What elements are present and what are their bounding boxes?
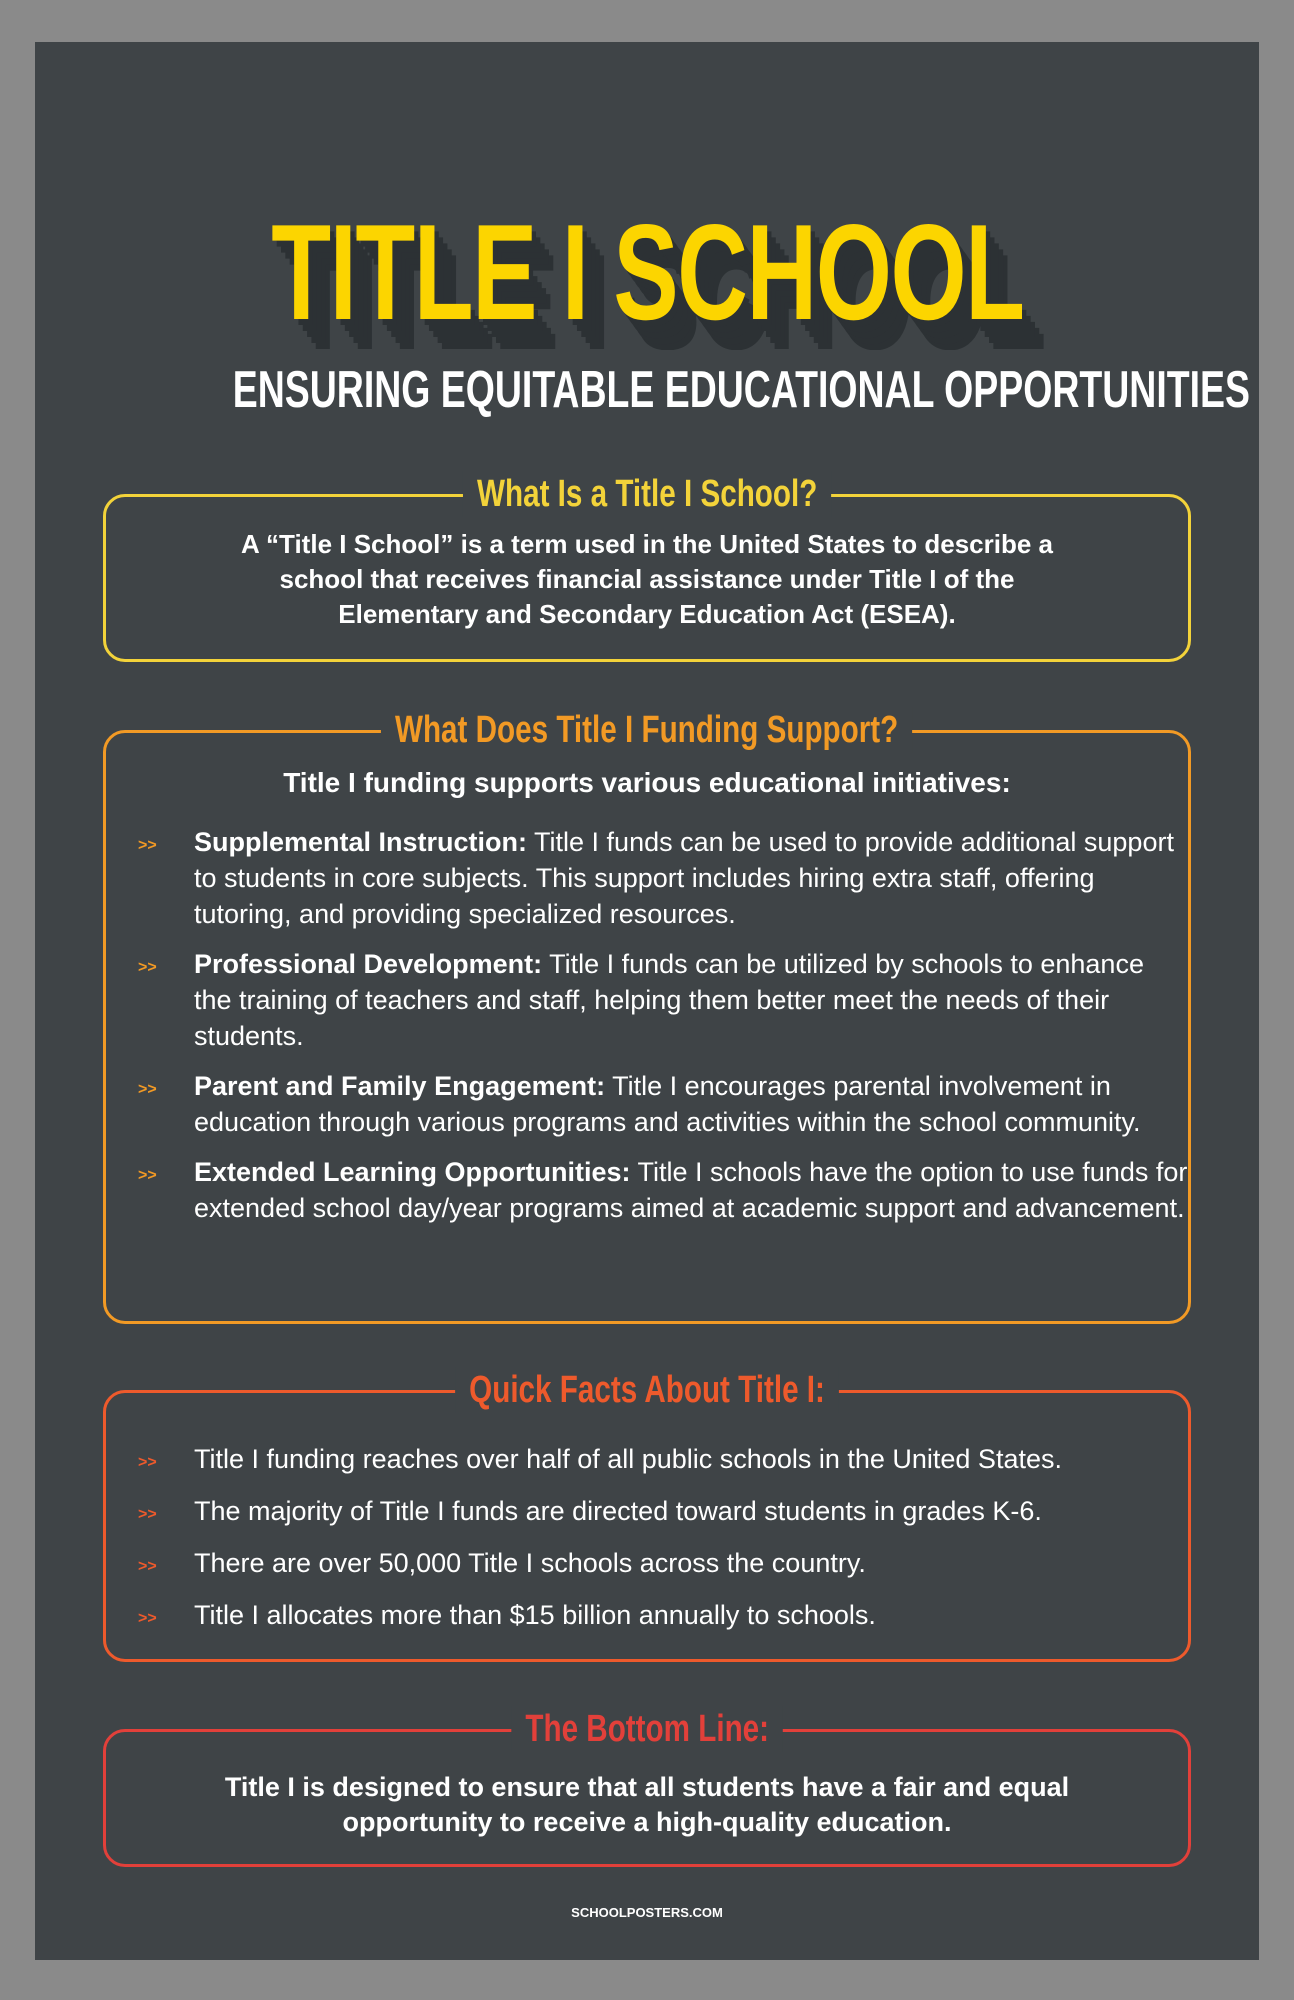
chevron-double-right-icon: >> xyxy=(138,1081,157,1098)
item-text: Title I encourages parental involvement in education through various programs and activities within the school community. xyxy=(194,1071,1141,1137)
section-heading-wrap xyxy=(106,1367,1188,1413)
bottom-line-line: opportunity to receive a high-quality education. xyxy=(342,1807,952,1837)
definition-text xyxy=(106,497,1188,632)
fact-text: Title I allocates more than $15 billion annually to schools. xyxy=(194,1600,876,1630)
definition-line: school that receives financial assistance under Title I of the xyxy=(279,564,1015,594)
section-quick-facts xyxy=(103,1369,1191,1662)
list-item xyxy=(106,1545,1188,1581)
item-label: Supplemental Instruction: xyxy=(194,827,528,857)
list-item xyxy=(106,1441,1188,1477)
subtitle-block xyxy=(35,360,1259,420)
footer-brand: SCHOOLPOSTERS.COM xyxy=(571,1905,723,1920)
section-heading-wrap xyxy=(106,707,1188,753)
main-title: TITLE I SCHOOL xyxy=(270,196,1024,348)
list-item xyxy=(106,946,1188,1054)
bottom-line-line: Title I is designed to ensure that all students have a fair and equal xyxy=(224,1772,1070,1802)
section-funding-support xyxy=(103,709,1191,1324)
section-bottom-line xyxy=(103,1708,1191,1867)
chevron-double-right-icon: >> xyxy=(138,1558,157,1575)
list-item xyxy=(106,1493,1188,1529)
chevron-double-right-icon: >> xyxy=(138,837,157,854)
item-text: Title I funds can be utilized by schools to enhance the training of teachers and staff, helping them better meet the needs of their students. xyxy=(194,949,1144,1051)
funding-intro: Title I funding supports various educational initiatives: xyxy=(283,767,1011,798)
chevron-double-right-icon: >> xyxy=(138,959,157,976)
definition-line: Elementary and Secondary Education Act (ESEA). xyxy=(338,599,956,629)
list-item xyxy=(106,1597,1188,1633)
section-heading: Quick Facts About Title I: xyxy=(455,1367,839,1413)
item-label: Extended Learning Opportunities: xyxy=(194,1157,631,1187)
section-heading-wrap xyxy=(106,471,1188,517)
section-heading: What Does Title I Funding Support? xyxy=(381,707,912,753)
chevron-double-right-icon: >> xyxy=(138,1167,157,1184)
poster xyxy=(35,42,1259,1960)
facts-list xyxy=(106,1393,1188,1633)
list-item xyxy=(106,1154,1188,1226)
list-item xyxy=(106,1068,1188,1140)
section-heading: What Is a Title I School? xyxy=(463,471,831,517)
item-label: Parent and Family Engagement: xyxy=(194,1071,606,1101)
fact-text: Title I funding reaches over half of all public schools in the United States. xyxy=(194,1444,1062,1474)
section-heading: The Bottom Line: xyxy=(511,1706,783,1752)
item-text: Title I schools have the option to use funds for extended school day/year programs aimed at academic support and advancement. xyxy=(194,1157,1188,1223)
section-heading-wrap xyxy=(106,1706,1188,1752)
chevron-double-right-icon: >> xyxy=(138,1610,157,1627)
chevron-double-right-icon: >> xyxy=(138,1454,157,1471)
chevron-double-right-icon: >> xyxy=(138,1506,157,1523)
section-what-is xyxy=(103,473,1191,662)
list-item xyxy=(106,824,1188,932)
item-text: Title I funds can be used to provide additional support to students in core subjects. This support includes hiring extra staff, offering tutoring, and providing specialized resources. xyxy=(194,827,1174,929)
item-label: Professional Development: xyxy=(194,949,543,979)
title-block xyxy=(35,196,1259,348)
fact-text: The majority of Title I funds are directed toward students in grades K-6. xyxy=(194,1496,1042,1526)
fact-text: There are over 50,000 Title I schools across the country. xyxy=(194,1548,866,1578)
definition-line: A “Title I School” is a term used in the United States to describe a xyxy=(241,529,1053,559)
subtitle: ENSURING EQUITABLE EDUCATIONAL OPPORTUNITIES xyxy=(232,361,1250,419)
